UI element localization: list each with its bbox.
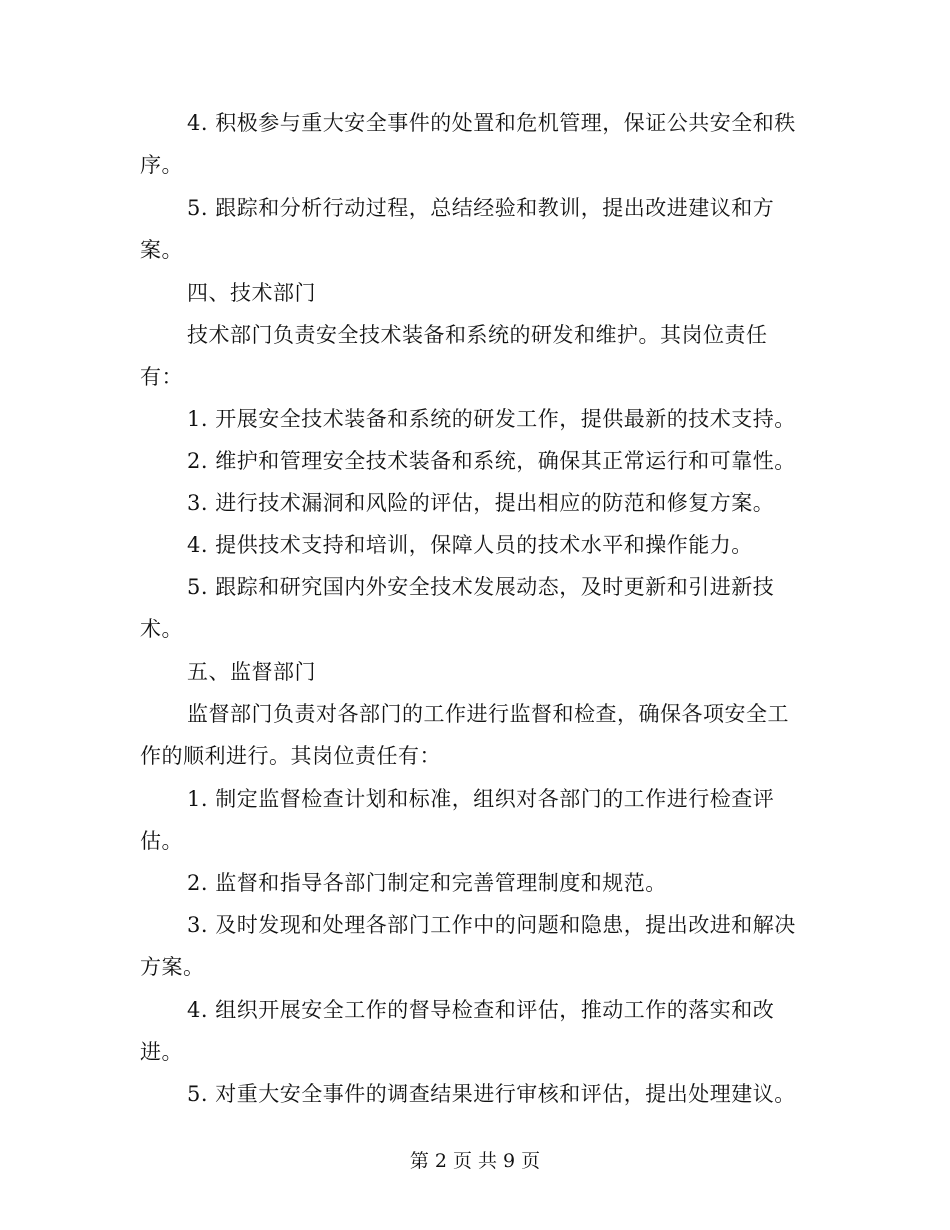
body-line: 4. 提供技术支持和培训，保障人员的技术水平和操作能力。 [187, 533, 753, 557]
body-line: 监督部门负责对各部门的工作进行监督和检查，确保各项安全工 [187, 702, 789, 726]
body-line: 进。 [140, 1040, 183, 1064]
section-heading: 四、技术部门 [187, 281, 316, 305]
body-line: 作的顺利进行。其岗位责任有： [140, 744, 441, 768]
body-line: 案。 [140, 238, 183, 262]
body-line: 4. 积极参与重大安全事件的处置和危机管理，保证公共安全和秩 [187, 111, 796, 135]
body-line: 5. 跟踪和分析行动过程，总结经验和教训，提出改进建议和方 [187, 196, 775, 220]
body-line: 4. 组织开展安全工作的督导检查和评估，推动工作的落实和改 [187, 998, 775, 1022]
section-heading: 五、监督部门 [187, 660, 316, 684]
body-line: 2. 监督和指导各部门制定和完善管理制度和规范。 [187, 871, 667, 895]
page-number-footer: 第 2 页 共 9 页 [409, 1150, 541, 1172]
body-line: 5. 跟踪和研究国内外安全技术发展动态，及时更新和引进新技 [187, 575, 775, 599]
body-line: 估。 [140, 829, 183, 853]
body-line: 技术部门负责安全技术装备和系统的研发和维护。其岗位责任 [187, 323, 768, 347]
body-line: 1. 开展安全技术装备和系统的研发工作，提供最新的技术支持。 [187, 407, 796, 431]
body-line: 方案。 [140, 955, 205, 979]
body-line: 5. 对重大安全事件的调查结果进行审核和评估，提出处理建议。 [187, 1082, 796, 1106]
body-line: 2. 维护和管理安全技术装备和系统，确保其正常运行和可靠性。 [187, 449, 796, 473]
body-line: 术。 [140, 617, 183, 641]
body-line: 有： [140, 365, 183, 389]
body-line: 序。 [140, 153, 183, 177]
body-line: 3. 及时发现和处理各部门工作中的问题和隐患，提出改进和解决 [187, 913, 796, 937]
body-line: 3. 进行技术漏洞和风险的评估，提出相应的防范和修复方案。 [187, 491, 775, 515]
body-line: 1. 制定监督检查计划和标准，组织对各部门的工作进行检查评 [187, 787, 775, 811]
